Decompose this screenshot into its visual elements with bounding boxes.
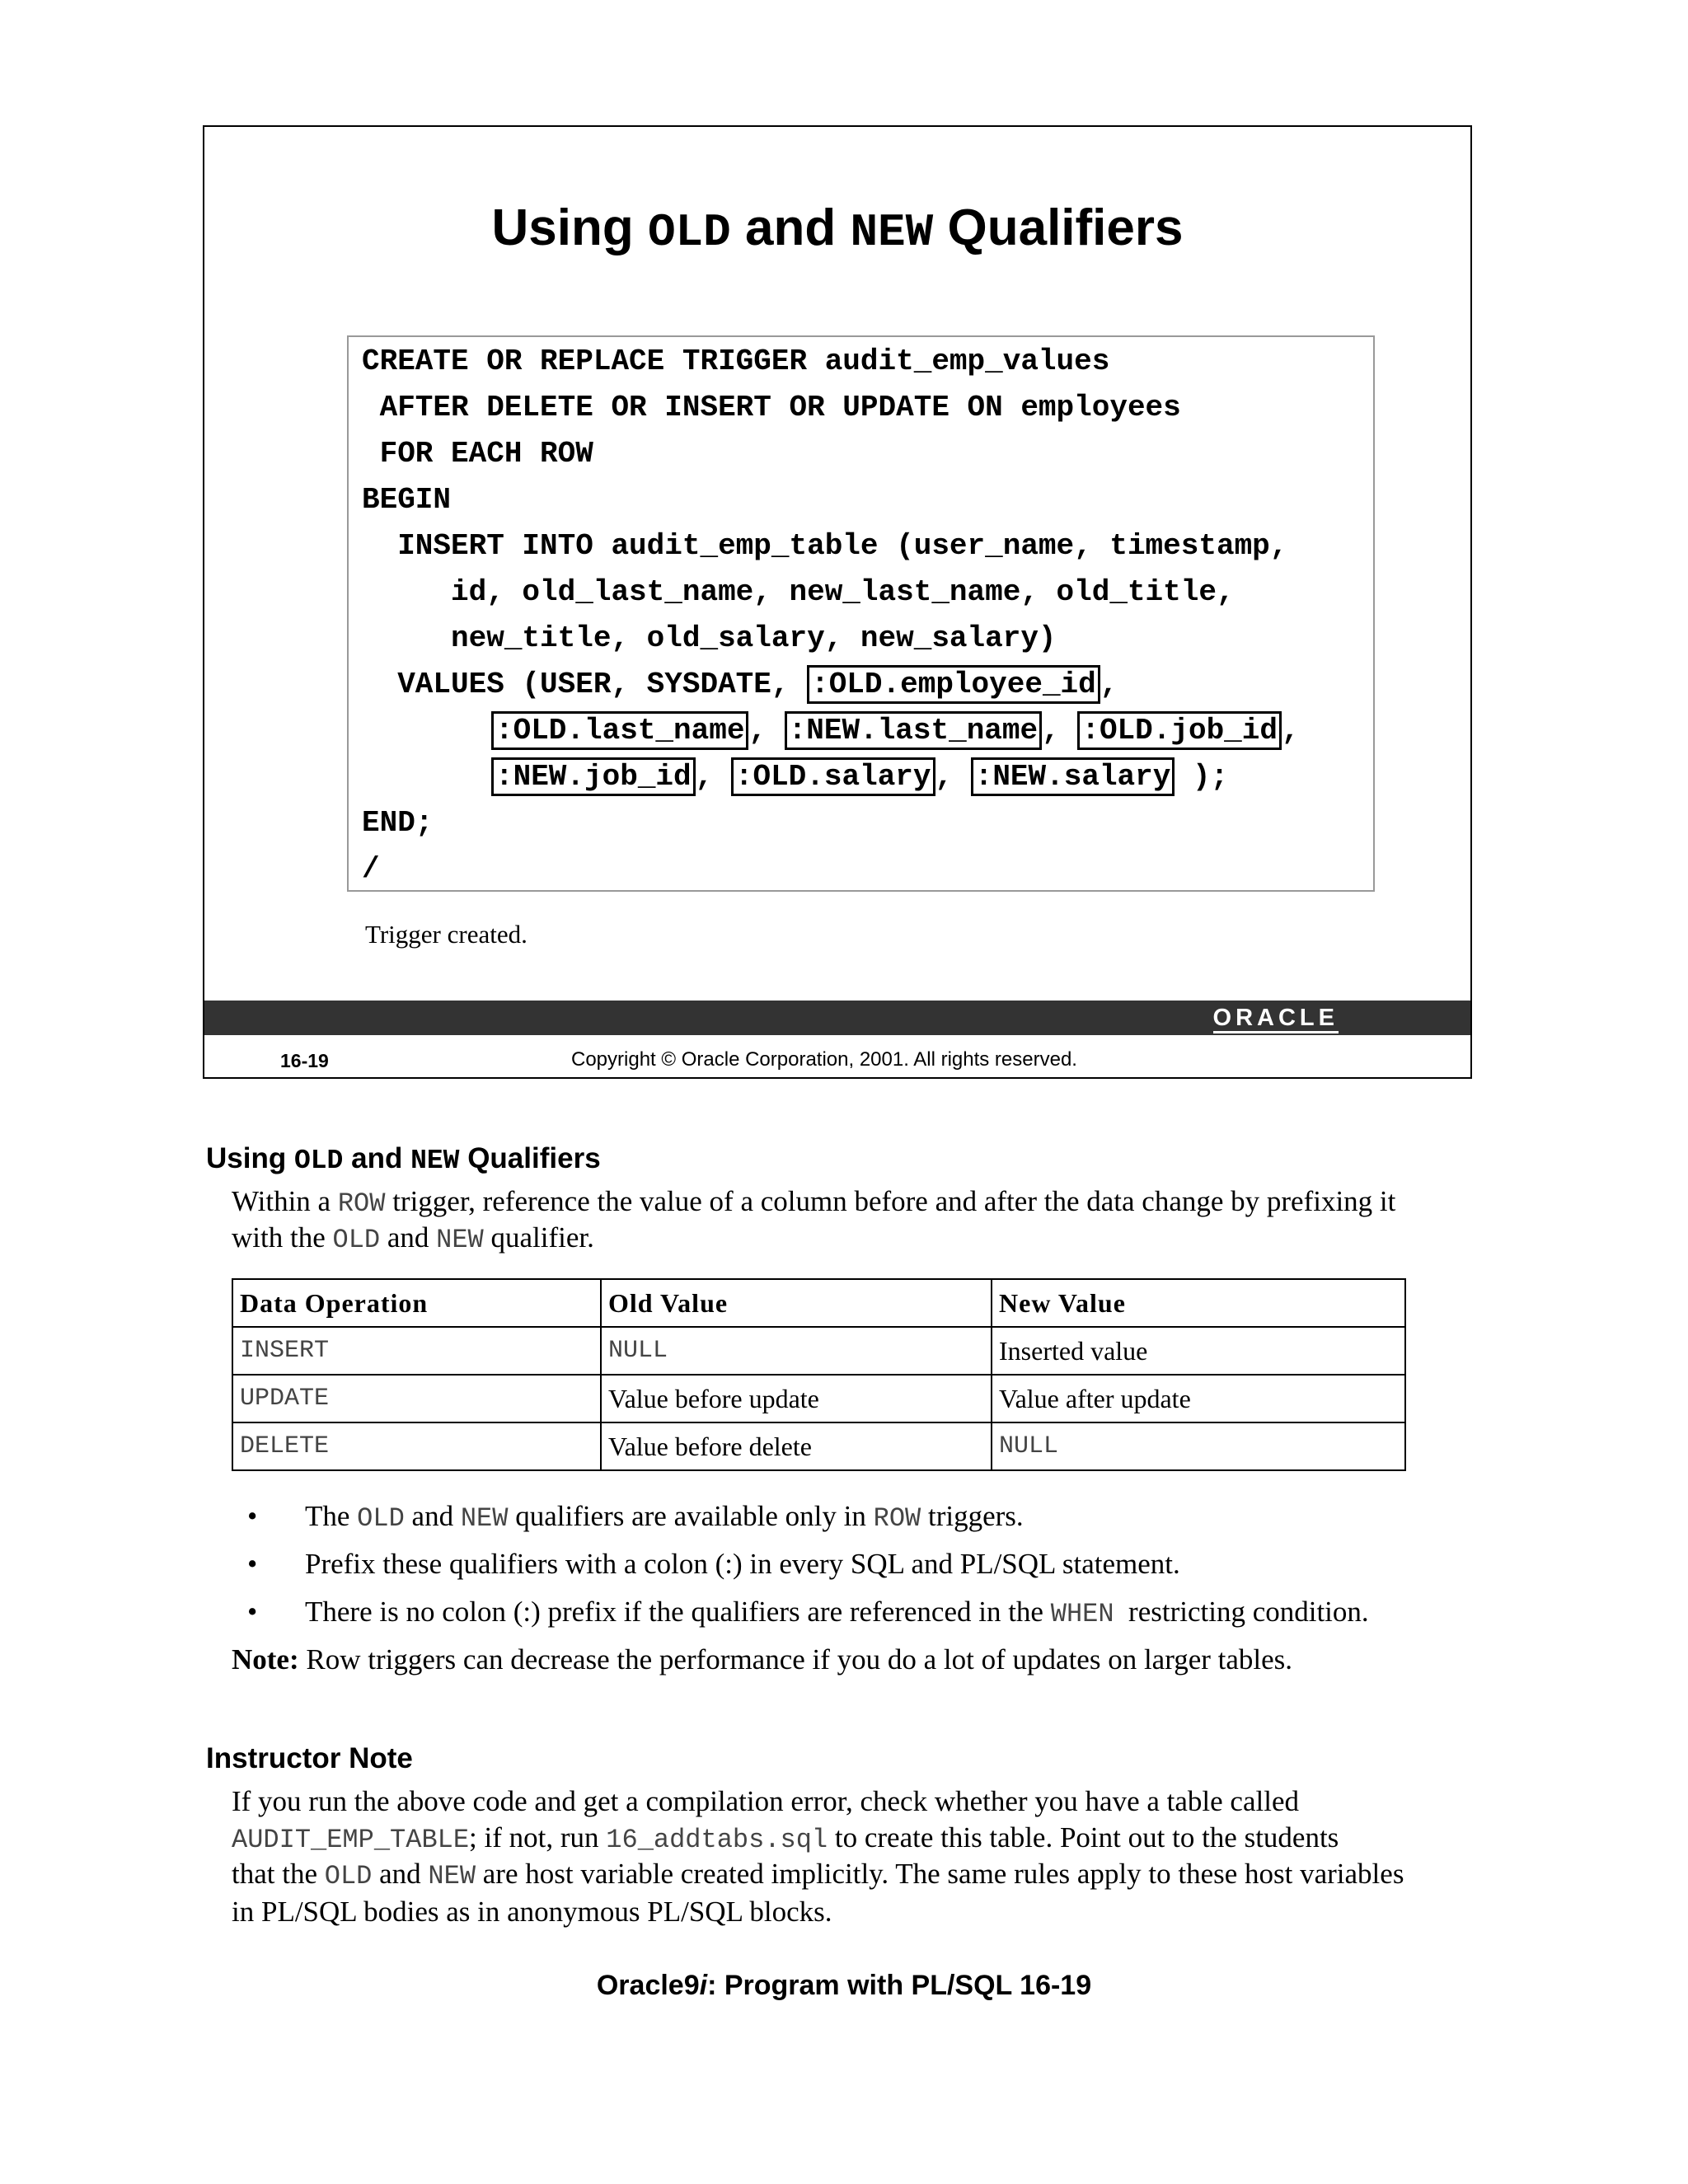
text: qualifiers are available only in <box>508 1500 874 1532</box>
bullet-icon: • <box>247 1500 258 1532</box>
intro-paragraph-line-1 <box>232 1183 1395 1222</box>
code-term: OLD <box>332 1225 381 1255</box>
code-text: VALUES (USER, SYSDATE, <box>362 668 808 701</box>
code-text: , <box>1281 714 1300 748</box>
table-header: Old Value <box>601 1279 992 1327</box>
text: and <box>372 1858 429 1890</box>
slide-title-text: Qualifiers <box>933 199 1184 256</box>
heading-new: NEW <box>410 1146 460 1176</box>
qualifier-box: :OLD.employee_id <box>807 665 1100 704</box>
code-text: , <box>935 760 954 794</box>
code-line: new_title, old_salary, new_salary) <box>362 621 1057 655</box>
heading-old: OLD <box>293 1146 344 1176</box>
instructor-line-2 <box>232 1820 1339 1858</box>
slide-title-old: OLD <box>647 206 731 259</box>
note-text: Row triggers can decrease the performance if you do a lot of updates on larger tables. <box>298 1643 1293 1675</box>
code-term: NEW <box>436 1225 484 1255</box>
code-term: ROW <box>873 1503 921 1534</box>
code-line: BEGIN <box>362 483 452 517</box>
code-line: INSERT INTO audit_emp_table (user_name, timestamp, <box>362 529 1288 563</box>
trigger-created-output: Trigger created. <box>365 920 528 949</box>
bullet-text <box>305 1594 1369 1633</box>
code-term: ROW <box>337 1188 386 1219</box>
bullet-icon: • <box>247 1548 258 1580</box>
text: restricting condition. <box>1114 1596 1369 1628</box>
table-cell: UPDATE <box>232 1375 601 1422</box>
note-label: Note: <box>232 1643 299 1675</box>
table-cell: INSERT <box>232 1327 601 1375</box>
text: triggers. <box>921 1500 1024 1532</box>
text: qualifier. <box>483 1221 594 1254</box>
instructor-line-4: in PL/SQL bodies as in anonymous PL/SQL blocks. <box>232 1896 832 1928</box>
qualifier-box: :OLD.job_id <box>1077 711 1282 750</box>
footer-text: : Program with PL/SQL 16-19 <box>707 1970 1092 2001</box>
table-cell: NULL <box>601 1327 992 1375</box>
footer-text: Oracle9 <box>596 1970 700 2001</box>
slide-number: 16-19 <box>280 1050 329 1071</box>
qualifier-box: :OLD.last_name <box>491 711 748 750</box>
code-term: OLD <box>357 1503 405 1534</box>
table-header: New Value <box>992 1279 1405 1327</box>
code-line: CREATE OR REPLACE TRIGGER audit_emp_values <box>362 344 1110 378</box>
code-line <box>491 708 1300 754</box>
qualifier-values-table <box>232 1278 1406 1471</box>
code-term: AUDIT_EMP_TABLE <box>232 1825 470 1855</box>
section-heading <box>206 1142 601 1176</box>
table-cell: Value before update <box>601 1375 992 1422</box>
intro-paragraph-line-2 <box>232 1220 594 1258</box>
oracle-bar <box>204 1001 1470 1035</box>
slide-title-text: Using <box>491 199 648 256</box>
table-header: Data Operation <box>232 1279 601 1327</box>
instructor-line-3 <box>232 1856 1404 1895</box>
heading-text: Using <box>206 1142 294 1174</box>
instructor-line-1: If you run the above code and get a compilation error, check whether you have a table called <box>232 1785 1299 1817</box>
code-line <box>491 754 1228 800</box>
text: to create this table. Point out to the students <box>828 1821 1339 1854</box>
page-footer <box>0 1970 1688 2002</box>
table-cell: Inserted value <box>992 1327 1405 1375</box>
table-cell: Value before delete <box>601 1422 992 1470</box>
code-line: / <box>362 852 380 886</box>
code-text: , <box>1042 714 1060 748</box>
qualifier-box: :NEW.salary <box>971 757 1175 796</box>
text: There is no colon (:) prefix if the qualifiers are referenced in the <box>305 1596 1051 1628</box>
slide-title-new: NEW <box>850 206 934 259</box>
slide-frame <box>203 125 1472 1079</box>
bullet-icon: • <box>247 1596 258 1628</box>
text: The <box>305 1500 358 1532</box>
slide-title <box>204 199 1470 259</box>
code-term: NEW <box>428 1861 476 1891</box>
table-cell: Value after update <box>992 1375 1405 1422</box>
text: trigger, reference the value of a column before and after the data change by prefixing it <box>385 1185 1396 1217</box>
code-line: END; <box>362 806 434 840</box>
text: with the <box>232 1221 333 1254</box>
code-text: ); <box>1175 760 1229 794</box>
qualifier-box: :NEW.job_id <box>491 757 696 796</box>
code-text: , <box>748 714 767 748</box>
oracle-logo <box>1213 1005 1339 1030</box>
code-text: , <box>1100 668 1118 701</box>
table-header-row <box>232 1279 1405 1327</box>
code-line: FOR EACH ROW <box>362 437 593 471</box>
footer-italic: i <box>699 1970 708 2001</box>
qualifier-box: :OLD.salary <box>731 757 935 796</box>
heading-text: Qualifiers <box>459 1142 601 1174</box>
table-cell: NULL <box>992 1422 1405 1470</box>
table-row <box>232 1375 1405 1422</box>
heading-text: and <box>343 1142 411 1174</box>
text: and <box>404 1500 461 1532</box>
table-row <box>232 1327 1405 1375</box>
text: that the <box>232 1858 325 1890</box>
bullet-text <box>305 1498 1024 1537</box>
note <box>232 1643 1292 1676</box>
qualifier-box: :NEW.last_name <box>785 711 1042 750</box>
code-text: , <box>695 760 714 794</box>
text: and <box>380 1221 437 1254</box>
instructor-note-heading: Instructor Note <box>206 1742 413 1774</box>
code-term: 16_addtabs.sql <box>606 1825 828 1855</box>
slide-title-text: and <box>730 199 851 256</box>
code-term: OLD <box>324 1861 373 1891</box>
copyright: Copyright © Oracle Corporation, 2001. All rights reserved. <box>571 1048 1077 1071</box>
table-cell: DELETE <box>232 1422 601 1470</box>
bullet-text: Prefix these qualifiers with a colon (:) in every SQL and PL/SQL statement. <box>305 1548 1180 1580</box>
code-line: AFTER DELETE OR INSERT OR UPDATE ON employees <box>362 391 1181 424</box>
text: Within a <box>232 1185 338 1217</box>
text: are host variable created implicitly. The same rules apply to these host variables <box>476 1858 1404 1890</box>
code-term: WHEN <box>1050 1599 1114 1629</box>
oracle-logo-text: ORACLE <box>1213 1005 1339 1033</box>
code-line: id, old_last_name, new_last_name, old_title, <box>362 575 1235 609</box>
table-row <box>232 1422 1405 1470</box>
text: ; if not, run <box>469 1821 607 1854</box>
code-term: NEW <box>460 1503 509 1534</box>
code-line <box>362 662 1118 708</box>
